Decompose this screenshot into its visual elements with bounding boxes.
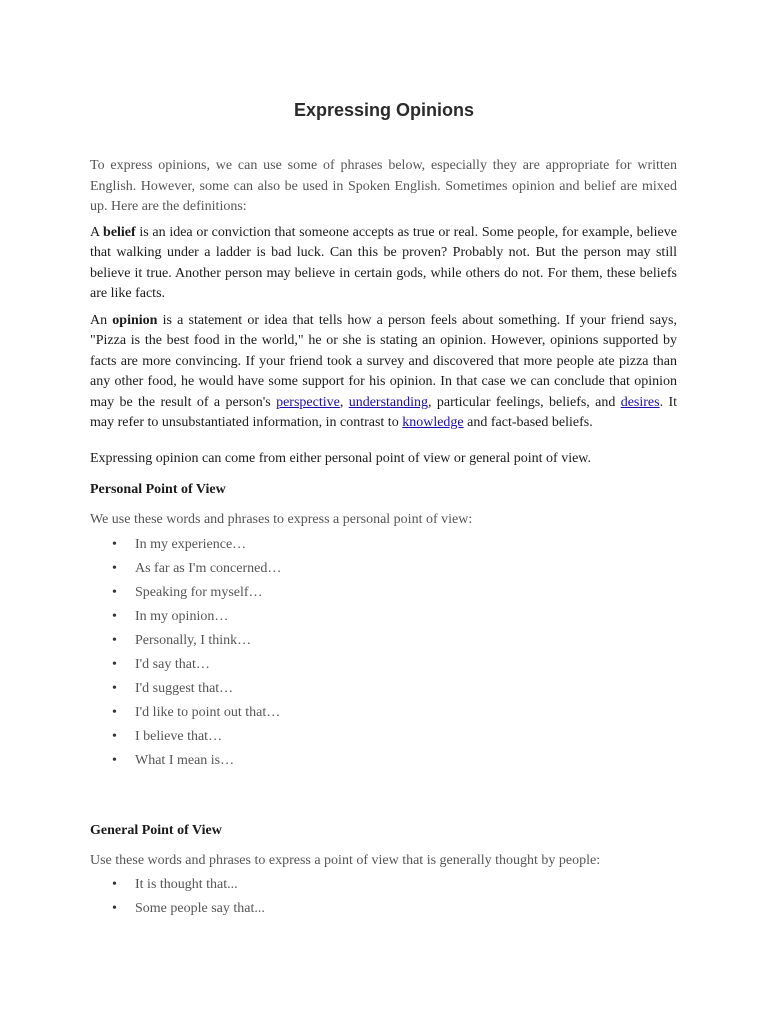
opinion-paragraph bbox=[90, 311, 677, 434]
list-item: • I'd say that… bbox=[90, 653, 677, 677]
opinion-text-2: , particular feelings, beliefs, and bbox=[428, 394, 621, 410]
list-item: • Speaking for myself… bbox=[90, 581, 677, 605]
list-item: • It is thought that... bbox=[90, 873, 677, 897]
list-item: • In my opinion… bbox=[90, 605, 677, 629]
opinion-text-3: . It may refer to unsubstantiated information, in contrast to bbox=[90, 394, 678, 430]
personal-heading: Personal Point of View bbox=[90, 482, 226, 497]
list-item: • I'd suggest that… bbox=[90, 677, 677, 701]
intro-paragraph: To express opinions, we can use some of phrases below, especially they are appropriate for written English. However, some can also be used in Spoken English. Sometimes opinion and belief are mixed up. Here are the definitions: bbox=[90, 158, 677, 214]
belief-paragraph bbox=[90, 223, 677, 305]
general-heading: General Point of View bbox=[90, 822, 222, 838]
opinion-text-1: is a statement or idea that tells how a person feels about something. If your friend says, "Pizza is the best food in the world," he or she is stating an opinion. However, opinions supported by facts are more convincing. If your friend took a survey and discovered that more people ate pizza than any other food, he would have some support for his opinion. In that case we can conclude that opinion may be the result of a person's bbox=[90, 312, 677, 410]
general-phrases-intro: Use these words and phrases to express a point of view that is generally thought by people: bbox=[90, 852, 601, 868]
list-item: • I'd like to point out that… bbox=[90, 701, 677, 725]
document-body bbox=[90, 156, 677, 921]
list-item: • Personally, I think… bbox=[90, 629, 677, 653]
personal-phrase-list bbox=[90, 533, 677, 773]
list-item: • I believe that… bbox=[90, 725, 677, 749]
personal-intro: We use these words and phrases to express a personal point of view: bbox=[90, 512, 473, 527]
general-phrase-list bbox=[90, 873, 677, 921]
opinion-lead: An bbox=[90, 312, 113, 328]
opinion-term: opinion bbox=[112, 312, 158, 328]
belief-lead: A bbox=[90, 224, 104, 240]
belief-term: belief bbox=[103, 224, 136, 240]
list-item: • As far as I'm concerned… bbox=[90, 557, 677, 581]
understanding-link[interactable]: understanding bbox=[348, 394, 429, 410]
knowledge-link[interactable]: knowledge bbox=[402, 415, 464, 430]
opinion-text-4: and fact-based beliefs. bbox=[463, 415, 593, 430]
perspective-link[interactable]: perspective bbox=[276, 394, 340, 410]
desires-link[interactable]: desires bbox=[620, 394, 660, 410]
list-item: • In my experience… bbox=[90, 533, 677, 557]
belief-text: is an idea or conviction that someone accepts as true or real. Some people, for example, believe that walking under a ladder is bad luck. Can this be proven? Probably not. But the person may still believe it true. Another person may believe in certain gods, while others do not. For them, these beliefs are like facts. bbox=[90, 224, 677, 301]
general-intro-paragraph: Expressing opinion can come from either personal point of view or general point of view. bbox=[90, 450, 592, 466]
list-item: • What I mean is… bbox=[90, 749, 677, 773]
list-item: • Some people say that... bbox=[90, 897, 677, 921]
opinion-sep-1: , bbox=[339, 394, 349, 410]
document-title: Expressing Opinions bbox=[293, 100, 475, 120]
